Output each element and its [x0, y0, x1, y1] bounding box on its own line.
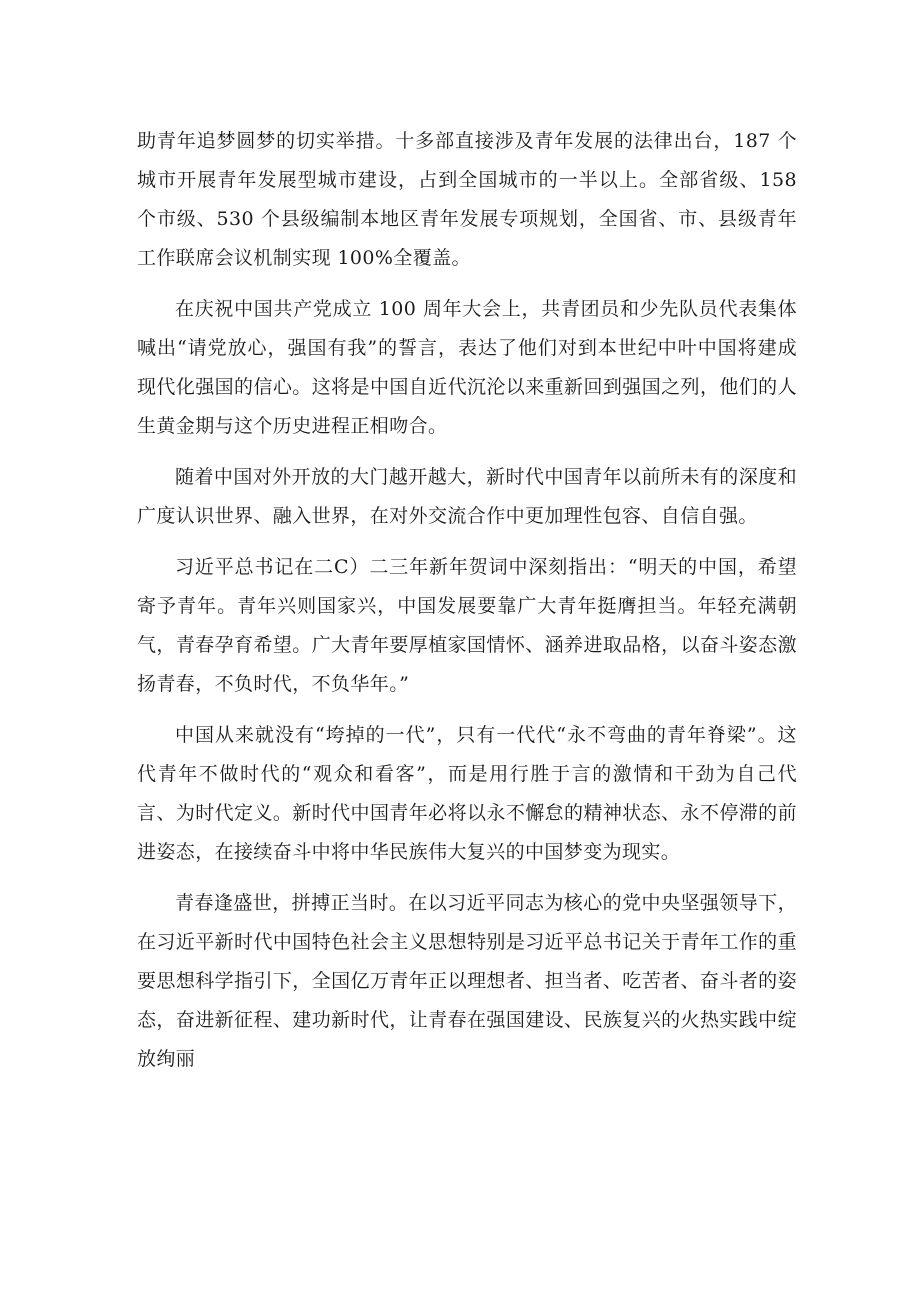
paragraph-4: 习近平总书记在二C）二三年新年贺词中深刻指出：“明天的中国，希望寄予青年。青年兴则国家兴，中国发展要靠广大青年挺膺担当。年轻充满朝气，青春孕育希望。广大青年要厚植家国情怀、涵养进取品格，以奋斗姿态激扬青春，不负时代，不负华年。”: [137, 556, 797, 695]
paragraph-6: 青春逢盛世，拼搏正当时。在以习近平同志为核心的党中央坚强领导下，在习近平新时代中国特色社会主义思想特别是习近平总书记关于青年工作的重要思想科学指引下，全国亿万青年正以理想者、担当者、吃苦者、奋斗者的姿态，奋进新征程、建功新时代，让青春在强国建设、民族复兴的火热实践中绽放绚丽: [137, 892, 797, 1070]
paragraph-2: 在庆祝中国共产党成立 100 周年大会上，共青团员和少先队员代表集体喊出“请党放心，强国有我”的誓言，表达了他们对到本世纪中叶中国将建成现代化强国的信心。这将是中国自近代沉沦以来重新回到强国之列，他们的人生黄金期与这个历史进程正相吻合。: [137, 298, 797, 437]
paragraph-5: 中国从来就没有“垮掉的一代”，只有一代代“永不弯曲的青年脊梁”。这代青年不做时代的“观众和看客”，而是用行胜于言的激情和干劲为自己代言、为时代定义。新时代中国青年必将以永不懈怠的精神状态、永不停滞的前进姿态，在接续奋斗中将中华民族伟大复兴的中国梦变为现实。: [137, 724, 797, 863]
document-body: [137, 122, 797, 1091]
paragraph-3: 随着中国对外开放的大门越开越大，新时代中国青年以前所未有的深度和广度认识世界、融入世界，在对外交流合作中更加理性包容、自信自强。: [137, 466, 797, 527]
paragraph-1: 助青年追梦圆梦的切实举措。十多部直接涉及青年发展的法律出台，187 个城市开展青年发展型城市建设，占到全国城市的一半以上。全部省级、158 个市级、530 个县级编制本地区青年发展专项规划，全国省、市、县级青年工作联席会议机制实现 100%全覆盖。: [137, 130, 797, 269]
